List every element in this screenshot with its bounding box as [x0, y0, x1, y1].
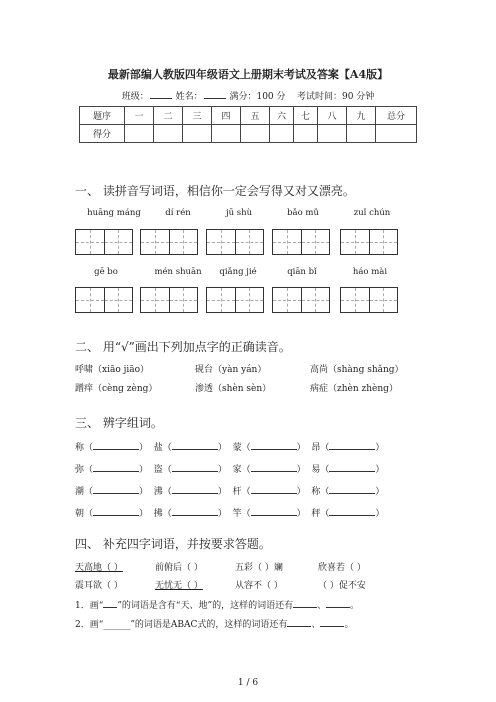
char: 昂 — [311, 443, 321, 453]
score-cell[interactable] — [212, 125, 241, 143]
pinyin-label: gē bo — [94, 267, 118, 277]
word-group-row: 朝（ ） 拂（ ） 竿（ ） 秤（ ） — [75, 509, 385, 519]
reading-item[interactable]: 砚台（yàn yán） — [195, 365, 267, 375]
pinyin-label: zuǐ chún — [353, 208, 391, 218]
writing-box[interactable] — [206, 229, 264, 255]
char: 称 — [311, 487, 321, 497]
char: 弥 — [75, 465, 85, 475]
exam-info — [0, 89, 496, 102]
score-header: 八 — [318, 107, 347, 125]
char: 盐 — [153, 443, 163, 453]
question-2: 2．画“______”的词语是ABAC式的，这样的词语还有 、 。 — [75, 620, 354, 630]
score-table — [79, 106, 417, 143]
char: 蒙 — [232, 443, 242, 453]
answer-blank[interactable] — [329, 485, 375, 494]
idiom-item[interactable]: 欣喜若（ ） — [318, 563, 366, 573]
score-header: 四 — [212, 107, 241, 125]
underline-sample — [103, 599, 117, 608]
idiom-item[interactable]: 无忧无（ ） — [155, 581, 203, 591]
pinyin-label: qiān bǐ — [287, 267, 317, 277]
answer-blank[interactable] — [329, 441, 375, 450]
char: 沸 — [153, 487, 163, 497]
answer-blank[interactable] — [93, 463, 139, 472]
answer-blank[interactable] — [251, 441, 297, 450]
answer-blank[interactable] — [329, 463, 375, 472]
time-label: 考试时间：90 分钟 — [296, 92, 375, 102]
score-header: 三 — [183, 107, 212, 125]
answer-blank[interactable] — [329, 507, 375, 516]
answer-blank[interactable] — [251, 463, 297, 472]
pinyin-label: mén shuān — [154, 267, 202, 277]
reading-item[interactable]: 蹭痒（cèng zèng） — [75, 384, 158, 394]
name-blank[interactable] — [204, 90, 226, 99]
score-header: 七 — [294, 107, 318, 125]
answer-blank[interactable] — [320, 618, 344, 627]
char: 家 — [232, 465, 242, 475]
answer-blank[interactable] — [293, 599, 317, 608]
answer-blank[interactable] — [93, 441, 139, 450]
answer-blank[interactable] — [251, 485, 297, 494]
answer-blank[interactable] — [172, 485, 218, 494]
idiom-item[interactable]: 五彩（ ）斓 — [235, 563, 283, 573]
writing-box[interactable] — [140, 229, 198, 255]
answer-blank[interactable] — [172, 441, 218, 450]
idiom-item[interactable]: 天高地（ ） — [75, 563, 123, 573]
score-header: 六 — [270, 107, 294, 125]
answer-blank[interactable] — [172, 507, 218, 516]
writing-box[interactable] — [272, 229, 330, 255]
score-header: 总分 — [376, 107, 417, 125]
char: 盗 — [153, 465, 163, 475]
score-row-label: 得分 — [80, 125, 125, 143]
char: 秤 — [311, 509, 321, 519]
score-cell[interactable] — [294, 125, 318, 143]
answer-blank[interactable] — [172, 463, 218, 472]
score-header: 一 — [125, 107, 154, 125]
question-1: 1．画“ ”的词语是含有“天、地”的，这样的词语还有 、 。 — [75, 601, 360, 611]
answer-blank[interactable] — [93, 485, 139, 494]
score-cell[interactable] — [270, 125, 294, 143]
pinyin-label: dí rén — [165, 208, 191, 218]
pinyin-label: háo mài — [352, 267, 388, 277]
name-label: 姓名： — [175, 92, 203, 102]
answer-blank[interactable] — [251, 507, 297, 516]
reading-item[interactable]: 渗透（shèn sèn） — [195, 384, 272, 394]
score-cell[interactable] — [347, 125, 376, 143]
writing-box[interactable] — [340, 229, 398, 255]
char: 称 — [75, 443, 85, 453]
pinyin-label: qiǎng jié — [219, 267, 257, 277]
pinyin-label: bǎo mǔ — [287, 208, 319, 218]
writing-box[interactable] — [140, 287, 198, 313]
writing-box[interactable] — [272, 287, 330, 313]
page-title: 最新部编人教版四年级语文上册期末考试及答案【A4版】 — [107, 68, 389, 81]
char: 易 — [311, 465, 321, 475]
reading-item[interactable]: 高尚（shàng shǎng） — [310, 365, 404, 375]
answer-blank[interactable] — [326, 599, 350, 608]
answer-blank[interactable] — [287, 618, 311, 627]
pinyin-label: jū shù — [225, 208, 253, 218]
score-cell[interactable] — [318, 125, 347, 143]
char: 潮 — [75, 487, 85, 497]
idiom-item[interactable]: 震耳欲（ ） — [75, 581, 123, 591]
reading-item[interactable]: 病症（zhèn zhèng） — [310, 384, 398, 394]
score-cell[interactable] — [125, 125, 154, 143]
word-group-row: 称（ ） 盐（ ） 蒙（ ） 昂（ ） — [75, 443, 385, 453]
pinyin-label: huāng máng — [87, 208, 141, 218]
char: 杆 — [232, 487, 242, 497]
writing-box[interactable] — [75, 287, 133, 313]
score-cell[interactable] — [376, 125, 417, 143]
writing-box[interactable] — [75, 229, 133, 255]
char: 朝 — [75, 509, 85, 519]
writing-box[interactable] — [206, 287, 264, 313]
class-label: 班级： — [121, 92, 149, 102]
section1-heading: 一、 读拼音写词语，相信你一定会写得又对又漂亮。 — [75, 184, 355, 198]
score-header: 九 — [347, 107, 376, 125]
writing-box[interactable] — [340, 287, 398, 313]
class-blank[interactable] — [150, 90, 172, 99]
score-header: 五 — [241, 107, 270, 125]
score-cell[interactable] — [154, 125, 183, 143]
reading-item[interactable]: 呼啸（xiāo jiāo） — [75, 365, 150, 375]
char: 竿 — [232, 509, 242, 519]
word-group-row: 潮（ ） 沸（ ） 杆（ ） 称（ ） — [75, 487, 385, 497]
score-header: 二 — [154, 107, 183, 125]
idiom-item[interactable]: （ ）促不安 — [318, 581, 366, 591]
answer-blank[interactable] — [93, 507, 139, 516]
word-group-row: 弥（ ） 盗（ ） 家（ ） 易（ ） — [75, 465, 385, 475]
score-label: 满分：100 分 — [229, 92, 286, 102]
score-header: 题序 — [80, 107, 125, 125]
page-number: 1 / 6 — [237, 678, 259, 688]
section2-heading: 二、 用“√”画出下列加点字的正确读音。 — [75, 340, 291, 354]
score-cell[interactable] — [183, 125, 212, 143]
section4-heading: 四、 补充四字词语，并按要求答题。 — [75, 537, 271, 551]
idiom-item[interactable]: 从容不（ ） — [235, 581, 283, 591]
idiom-item[interactable]: 前俯后（ ） — [155, 563, 203, 573]
score-cell[interactable] — [241, 125, 270, 143]
char: 拂 — [153, 509, 163, 519]
section3-heading: 三、 辨字组词。 — [75, 416, 163, 430]
